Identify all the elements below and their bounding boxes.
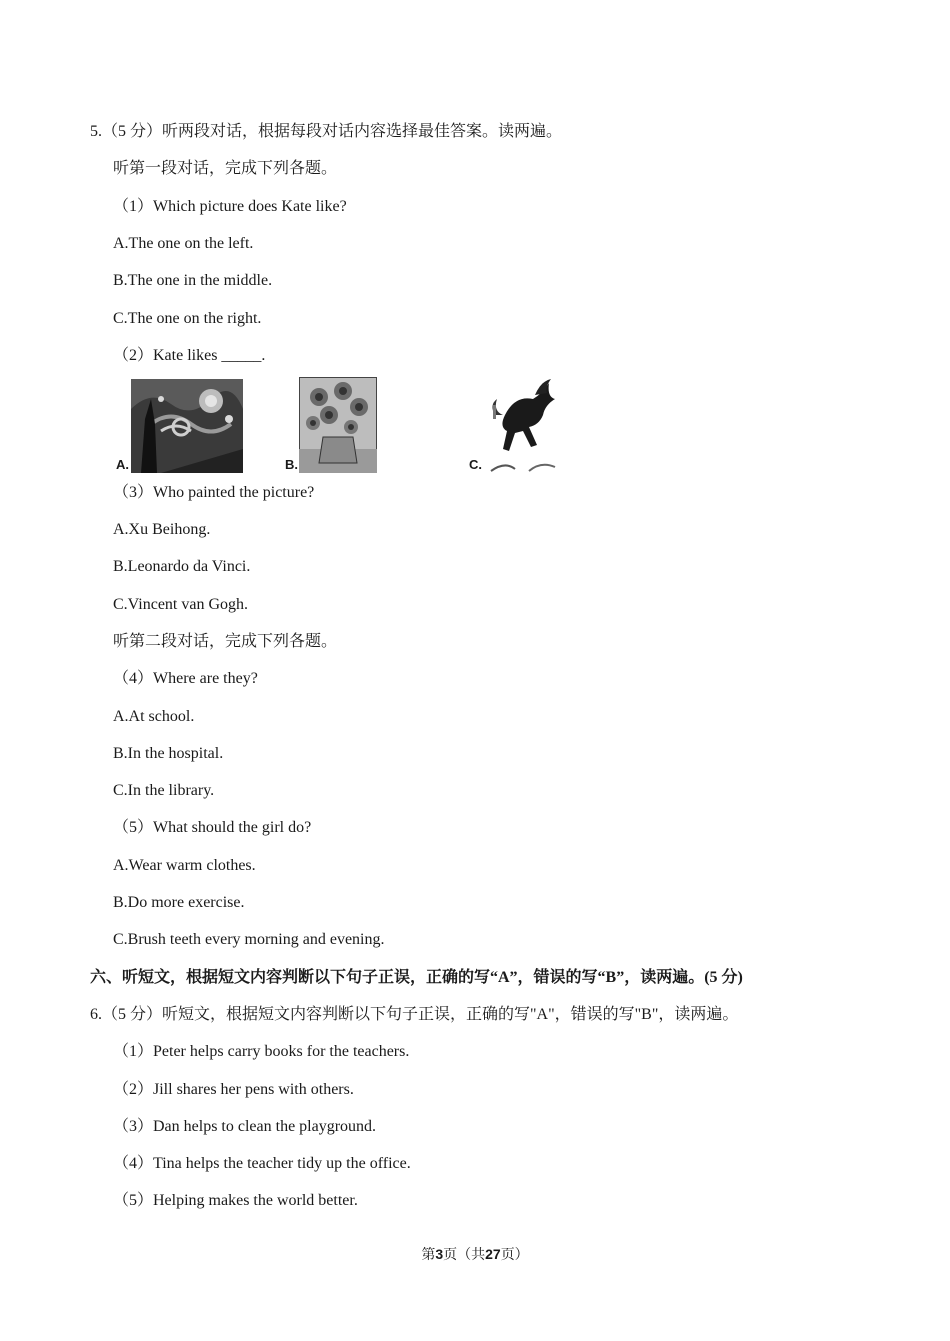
- picture-label-b: B.: [285, 457, 298, 472]
- q5-sub4-option-c: C.In the library.: [113, 782, 215, 799]
- q6-item-4: （4）Tina helps the teacher tidy up the office.: [113, 1155, 411, 1172]
- footer-suffix: 页）: [500, 1247, 529, 1263]
- dialog-1-intro: 听第一段对话，完成下列各题。: [113, 160, 338, 177]
- q5-sub1-option-a: A.The one on the left.: [113, 235, 254, 252]
- q5-sub3-option-a: A.Xu Beihong.: [113, 521, 211, 538]
- footer-prefix: 第: [421, 1247, 436, 1263]
- picture-label-c: C.: [469, 457, 482, 472]
- galloping-horse-painting: [485, 375, 565, 478]
- picture-options: [113, 375, 573, 475]
- q6-item-1: （1）Peter helps carry books for the teachers.: [113, 1043, 410, 1060]
- q5-sub1-option-c: C.The one on the right.: [113, 310, 262, 327]
- q5-sub2-question: （2）Kate likes _____.: [113, 347, 266, 364]
- starry-night-painting: [131, 379, 243, 478]
- picture-label-a: A.: [116, 457, 129, 472]
- sunflowers-painting: [299, 377, 377, 478]
- q5-sub5-option-a: A.Wear warm clothes.: [113, 857, 256, 874]
- q5-sub4-option-b: B.In the hospital.: [113, 745, 224, 762]
- q5-sub5-option-b: B.Do more exercise.: [113, 894, 245, 911]
- question-6-header: 6.（5 分）听短文，根据短文内容判断以下句子正误，正确的写"A"，错误的写"B"，读两遍。: [90, 1006, 739, 1023]
- q5-sub5-option-c: C.Brush teeth every morning and evening.: [113, 931, 385, 948]
- q5-sub1-question: （1）Which picture does Kate like?: [113, 198, 347, 215]
- footer-total-pages: 27: [485, 1246, 501, 1262]
- dialog-2-intro: 听第二段对话，完成下列各题。: [113, 633, 338, 650]
- section-6-title: 六、听短文，根据短文内容判断以下句子正误，正确的写“A”，错误的写“B”，读两遍。(5 分): [90, 969, 743, 986]
- q6-item-3: （3）Dan helps to clean the playground.: [113, 1118, 377, 1135]
- q5-sub1-option-b: B.The one in the middle.: [113, 272, 273, 289]
- footer-page-number: 3: [435, 1246, 444, 1262]
- q5-sub3-option-b: B.Leonardo da Vinci.: [113, 558, 251, 575]
- q5-sub3-question: （3）Who painted the picture?: [113, 484, 315, 501]
- question-5-header: 5.（5 分）听两段对话，根据每段对话内容选择最佳答案。读两遍。: [90, 123, 563, 140]
- page-footer: [0, 1244, 950, 1264]
- q5-sub4-question: （4）Where are they?: [113, 670, 258, 687]
- q5-sub3-option-c: C.Vincent van Gogh.: [113, 596, 249, 613]
- q5-sub4-option-a: A.At school.: [113, 708, 195, 725]
- footer-mid: 页（共: [443, 1247, 486, 1263]
- q6-item-2: （2）Jill shares her pens with others.: [113, 1081, 354, 1098]
- q6-item-5: （5）Helping makes the world better.: [113, 1192, 358, 1209]
- q5-sub5-question: （5）What should the girl do?: [113, 819, 312, 836]
